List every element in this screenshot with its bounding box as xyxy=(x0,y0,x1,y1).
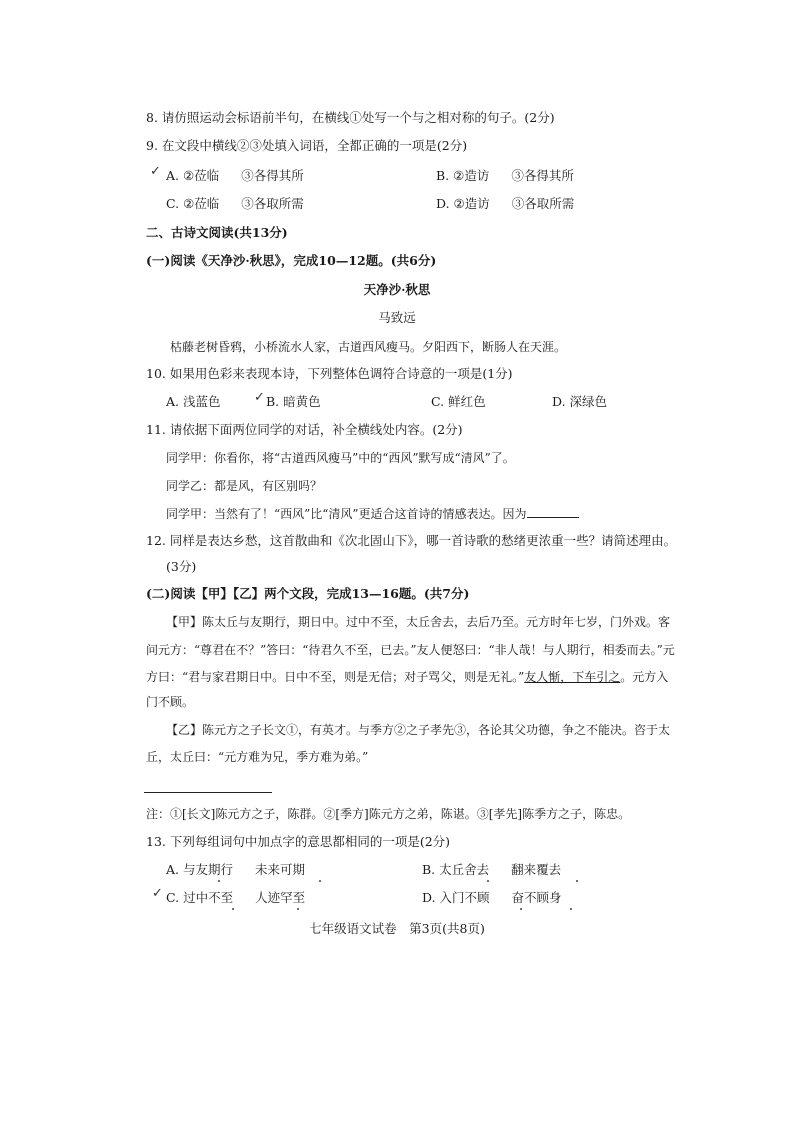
option-value: ③各得其所 xyxy=(511,168,574,183)
passage-jia-line-4: 门不顾。 xyxy=(146,695,195,709)
emphasis-dot xyxy=(487,880,489,882)
option-value: ③各取所需 xyxy=(511,196,575,211)
q10-option-b: B. 暗黄色 xyxy=(266,394,321,409)
passage-jia-line-3 xyxy=(146,669,668,685)
q13-option-c xyxy=(166,890,305,906)
question-12: 12. 同样是表达乡愁，这首散曲和《次北固山下》，哪一首诗歌的愁绪更浓重一些？请简述理由。 xyxy=(146,533,677,548)
underlined-sentence: 友人惭，下车引之 xyxy=(524,670,621,684)
option-value: ③各取所需 xyxy=(241,196,304,211)
q9-option-c xyxy=(166,196,304,212)
q9-option-a xyxy=(166,168,304,184)
section-2-heading: 二、古诗文阅读(共13分) xyxy=(146,225,288,240)
q13-option-b xyxy=(422,862,561,878)
option-label: C. 过中不至 xyxy=(166,890,234,905)
option-label: D. 入门不顾 xyxy=(422,890,490,905)
emphasis-dot xyxy=(319,880,321,882)
dialog-line-3 xyxy=(166,505,579,522)
poem-text: 枯藤老树昏鸦，小桥流水人家，古道西风瘦马。夕阳西下，断肠人在天涯。 xyxy=(170,340,567,354)
dialog-line-2: 同学乙：都是风，有区别吗？ xyxy=(166,479,323,493)
option-value: 未来可期 xyxy=(254,862,305,877)
emphasis-dot xyxy=(520,908,522,910)
check-mark-icon: ✓ xyxy=(150,164,161,179)
q9-option-d xyxy=(436,196,574,212)
passage-yi-line-1: 【乙】陈元方之子长文①，有英才。与季方②之子孝先③，各论其父功德，争之不能决。咨于太 xyxy=(166,723,671,737)
q10-option-a: A. 浅蓝色 xyxy=(166,394,221,409)
option-value: 翻来覆去 xyxy=(511,862,562,877)
answer-blank xyxy=(527,505,579,518)
emphasis-dot xyxy=(570,908,572,910)
q10-option-d: D. 深绿色 xyxy=(552,394,608,409)
option-value: 奋不顾身 xyxy=(511,890,562,905)
part-2-heading: (二)阅读【甲】【乙】两个文段，完成13—16题。(共7分) xyxy=(146,586,470,601)
option-label: B. 太丘舍去 xyxy=(422,862,490,877)
passage-yi-line-2: 丘，太丘曰：“元方难为兄，季方难为弟。” xyxy=(146,750,369,764)
q13-option-a xyxy=(166,862,305,878)
option-label: D. ②造访 xyxy=(436,196,490,211)
q13-option-d xyxy=(422,890,562,906)
question-8: 8. 请仿照运动会标语前半句，在横线①处写一个与之相对称的句子。(2分) xyxy=(146,110,555,125)
question-9: 9. 在文段中横线②③处填入词语，全都正确的一项是(2分) xyxy=(146,138,468,153)
passage-text: 方曰：“君与家君期日中。日中不至，则是无信；对子骂父，则是无礼。” xyxy=(146,670,525,684)
footnote: 注：①[长文]陈元方之子，陈群。②[季方]陈元方之弟，陈谌。③[孝先]陈季方之子，陈忠。 xyxy=(146,807,631,821)
poem-title: 天净沙·秋思 xyxy=(363,282,431,297)
dialog-text: 同学甲：当然有了！“西风”比“清风”更适合这首诗的情感表达。因为 xyxy=(166,507,527,521)
emphasis-dot xyxy=(297,908,299,910)
option-value: ③各得其所 xyxy=(241,168,304,183)
check-mark-icon: ✓ xyxy=(254,390,265,405)
page-footer: 七年级语文试卷 第3页(共8页) xyxy=(309,921,485,936)
q10-option-c: C. 鲜红色 xyxy=(431,394,486,409)
emphasis-dot xyxy=(232,908,234,910)
option-label: A. ②莅临 xyxy=(166,168,220,183)
option-label: B. ②造访 xyxy=(436,168,490,183)
passage-text: 。元方入 xyxy=(620,670,669,684)
passage-jia-line-2: 问元方：“尊君在不？”答曰：“待君久不至，已去。”友人便怒曰：“非人哉！与人期行，相委而去。”元 xyxy=(146,643,675,657)
option-value: 人迹罕至 xyxy=(255,890,306,905)
option-label: C. ②莅临 xyxy=(166,196,220,211)
question-12-points: (3分) xyxy=(166,559,197,574)
q9-option-b xyxy=(436,168,574,184)
question-11: 11. 请依据下面两位同学的对话，补全横线处内容。(2分) xyxy=(146,422,463,437)
footnote-divider xyxy=(144,792,272,793)
check-mark-icon: ✓ xyxy=(152,886,163,901)
part-1-heading: (一)阅读《天净沙·秋思》，完成10—12题。(共6分) xyxy=(146,253,437,268)
passage-jia-line-1: 【甲】陈太丘与友期行，期日中。过中不至，太丘舍去，去后乃至。元方时年七岁，门外戏。客 xyxy=(166,615,671,629)
poem-author: 马致远 xyxy=(378,310,416,325)
emphasis-dot xyxy=(576,880,578,882)
question-13: 13. 下列每组词句中加点字的意思都相同的一项是(2分) xyxy=(146,834,451,849)
emphasis-dot xyxy=(218,880,220,882)
question-10: 10. 如果用色彩来表现本诗，下列整体色调符合诗意的一项是(1分) xyxy=(146,366,513,381)
dialog-line-1: 同学甲：你看你，将“古道西风瘦马”中的“西风”默写成“清风”了。 xyxy=(166,451,515,465)
option-label: A. 与友期行 xyxy=(166,862,233,877)
